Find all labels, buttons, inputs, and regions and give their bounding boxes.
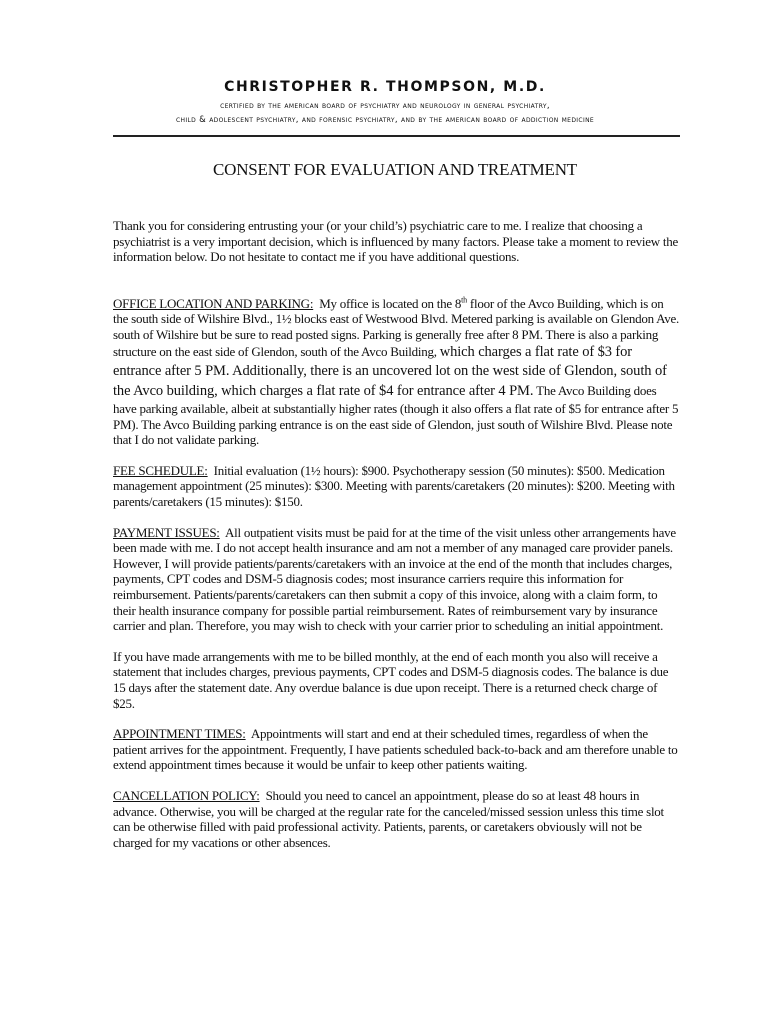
office-location-text-3: which charges a flat rate of $3 for entrance after 5 PM. Additionally, there is an uncovered lot on the west side of Glendon, south of the Avco building, which charges a flat rate of $4 for entrance after 4 PM.	[113, 343, 667, 399]
fee-schedule-text: Initial evaluation (1½ hours): $900. Psychotherapy session (50 minutes): $500. Medication management appointment (25 minutes): $300. Meeting with parents/caretakers (20 minutes): $200. Meeting with parents/caretakers (15 minutes): $150.	[113, 462, 675, 510]
cancellation-policy-text: Should you need to cancel an appointment, please do so at least 48 hours in advance. Otherwise, you will be charged at the regular rate for the canceled/missed session unless this time slot can be otherwise filled with paid professional activity. Patients, parents, or caretakers obviously will not be charged for my vacations or other absences.	[113, 787, 664, 850]
office-location-text-2: floor of the Avco Building, which is on the south side of Wilshire Blvd., 1½ blocks east of Westwood Blvd. Metered parking is available on Glendon Ave. south of Wilshire but be sure to read posted signs. Parking is generally free after 8 PM. There is also a parking structure on the east side of Glendon, south of the Avco Building,	[113, 295, 680, 359]
office-location-section	[113, 296, 680, 448]
document-title: CONSENT FOR EVALUATION AND TREATMENT	[213, 160, 577, 179]
document-body	[113, 218, 680, 865]
appointment-times-text: Appointments will start and end at their scheduled times, regardless of when the patient arrives for the appointment. Frequently, I have patients scheduled back-to-back and am therefore unable to extend appointment times because it would be unfair to keep other patients waiting.	[113, 726, 678, 773]
doctor-name: CHRISTOPHER R. THOMPSON, M.D.	[224, 79, 546, 95]
office-location-text-4: The Avco Building does have parking available, albeit at substantially higher rates (though it also offers a flat rate of $5 for entrance after 5 PM). The Avco Building parking entrance is on the east side of Glendon, just south of Wilshire Blvd. Please note that I do not validate parking.	[113, 382, 679, 448]
appointment-times-heading: APPOINTMENT TIMES:	[113, 726, 246, 742]
payment-issues-text: All outpatient visits must be paid for at the time of the visit unless other arrangements have been made with me. I do not accept health insurance and am not a member of any managed care provider panels. However, I will provide patients/parents/caretakers with an invoice at the end of the month that includes charges, payments, CPT codes and DSM-5 diagnosis codes; most insurance carriers require this information for reimbursement. Patients/parents/caretakers can then submit a copy of this invoice, along with a claim form, to their health insurance company for possible partial reimbursement. Rates of reimbursement vary by insurance carrier and plan. Therefore, you may wish to check with your carrier prior to scheduling an initial appointment.	[113, 524, 676, 634]
office-location-text-1: My office is located on the 8	[319, 295, 462, 311]
fee-schedule-section	[113, 463, 680, 510]
letterhead	[0, 78, 770, 127]
ordinal-suffix: th	[461, 295, 467, 305]
cancellation-policy-section	[113, 788, 680, 850]
letterhead-divider	[113, 135, 680, 137]
payment-issues-heading: PAYMENT ISSUES:	[113, 524, 220, 540]
certification-line-1: certified by the american board of psychiatry and neurology in general psychiatry,	[220, 101, 550, 111]
billing-paragraph: If you have made arrangements with me to be billed monthly, at the end of each month you also will receive a statement that includes charges, previous payments, CPT codes and DSM-5 diagnosis codes. The balance is due 15 days after the statement date. Any overdue balance is due upon receipt. There is a returned check charge of $25.	[113, 648, 669, 711]
fee-schedule-heading: FEE SCHEDULE:	[113, 462, 208, 478]
appointment-times-section	[113, 726, 680, 773]
certification-line-2: child & adolescent psychiatry, and forensic psychiatry, and by the american board of addiction medicine	[175, 115, 595, 125]
intro-paragraph: Thank you for considering entrusting your (or your child’s) psychiatric care to me. I realize that choosing a psychiatrist is a very important decision, which is influenced by many factors. Please take a moment to review the information below. Do not hesitate to contact me if you have additional questions.	[113, 218, 678, 265]
cancellation-policy-heading: CANCELLATION POLICY:	[113, 787, 260, 803]
office-location-heading: OFFICE LOCATION AND PARKING:	[113, 295, 314, 311]
payment-issues-section	[113, 525, 680, 634]
